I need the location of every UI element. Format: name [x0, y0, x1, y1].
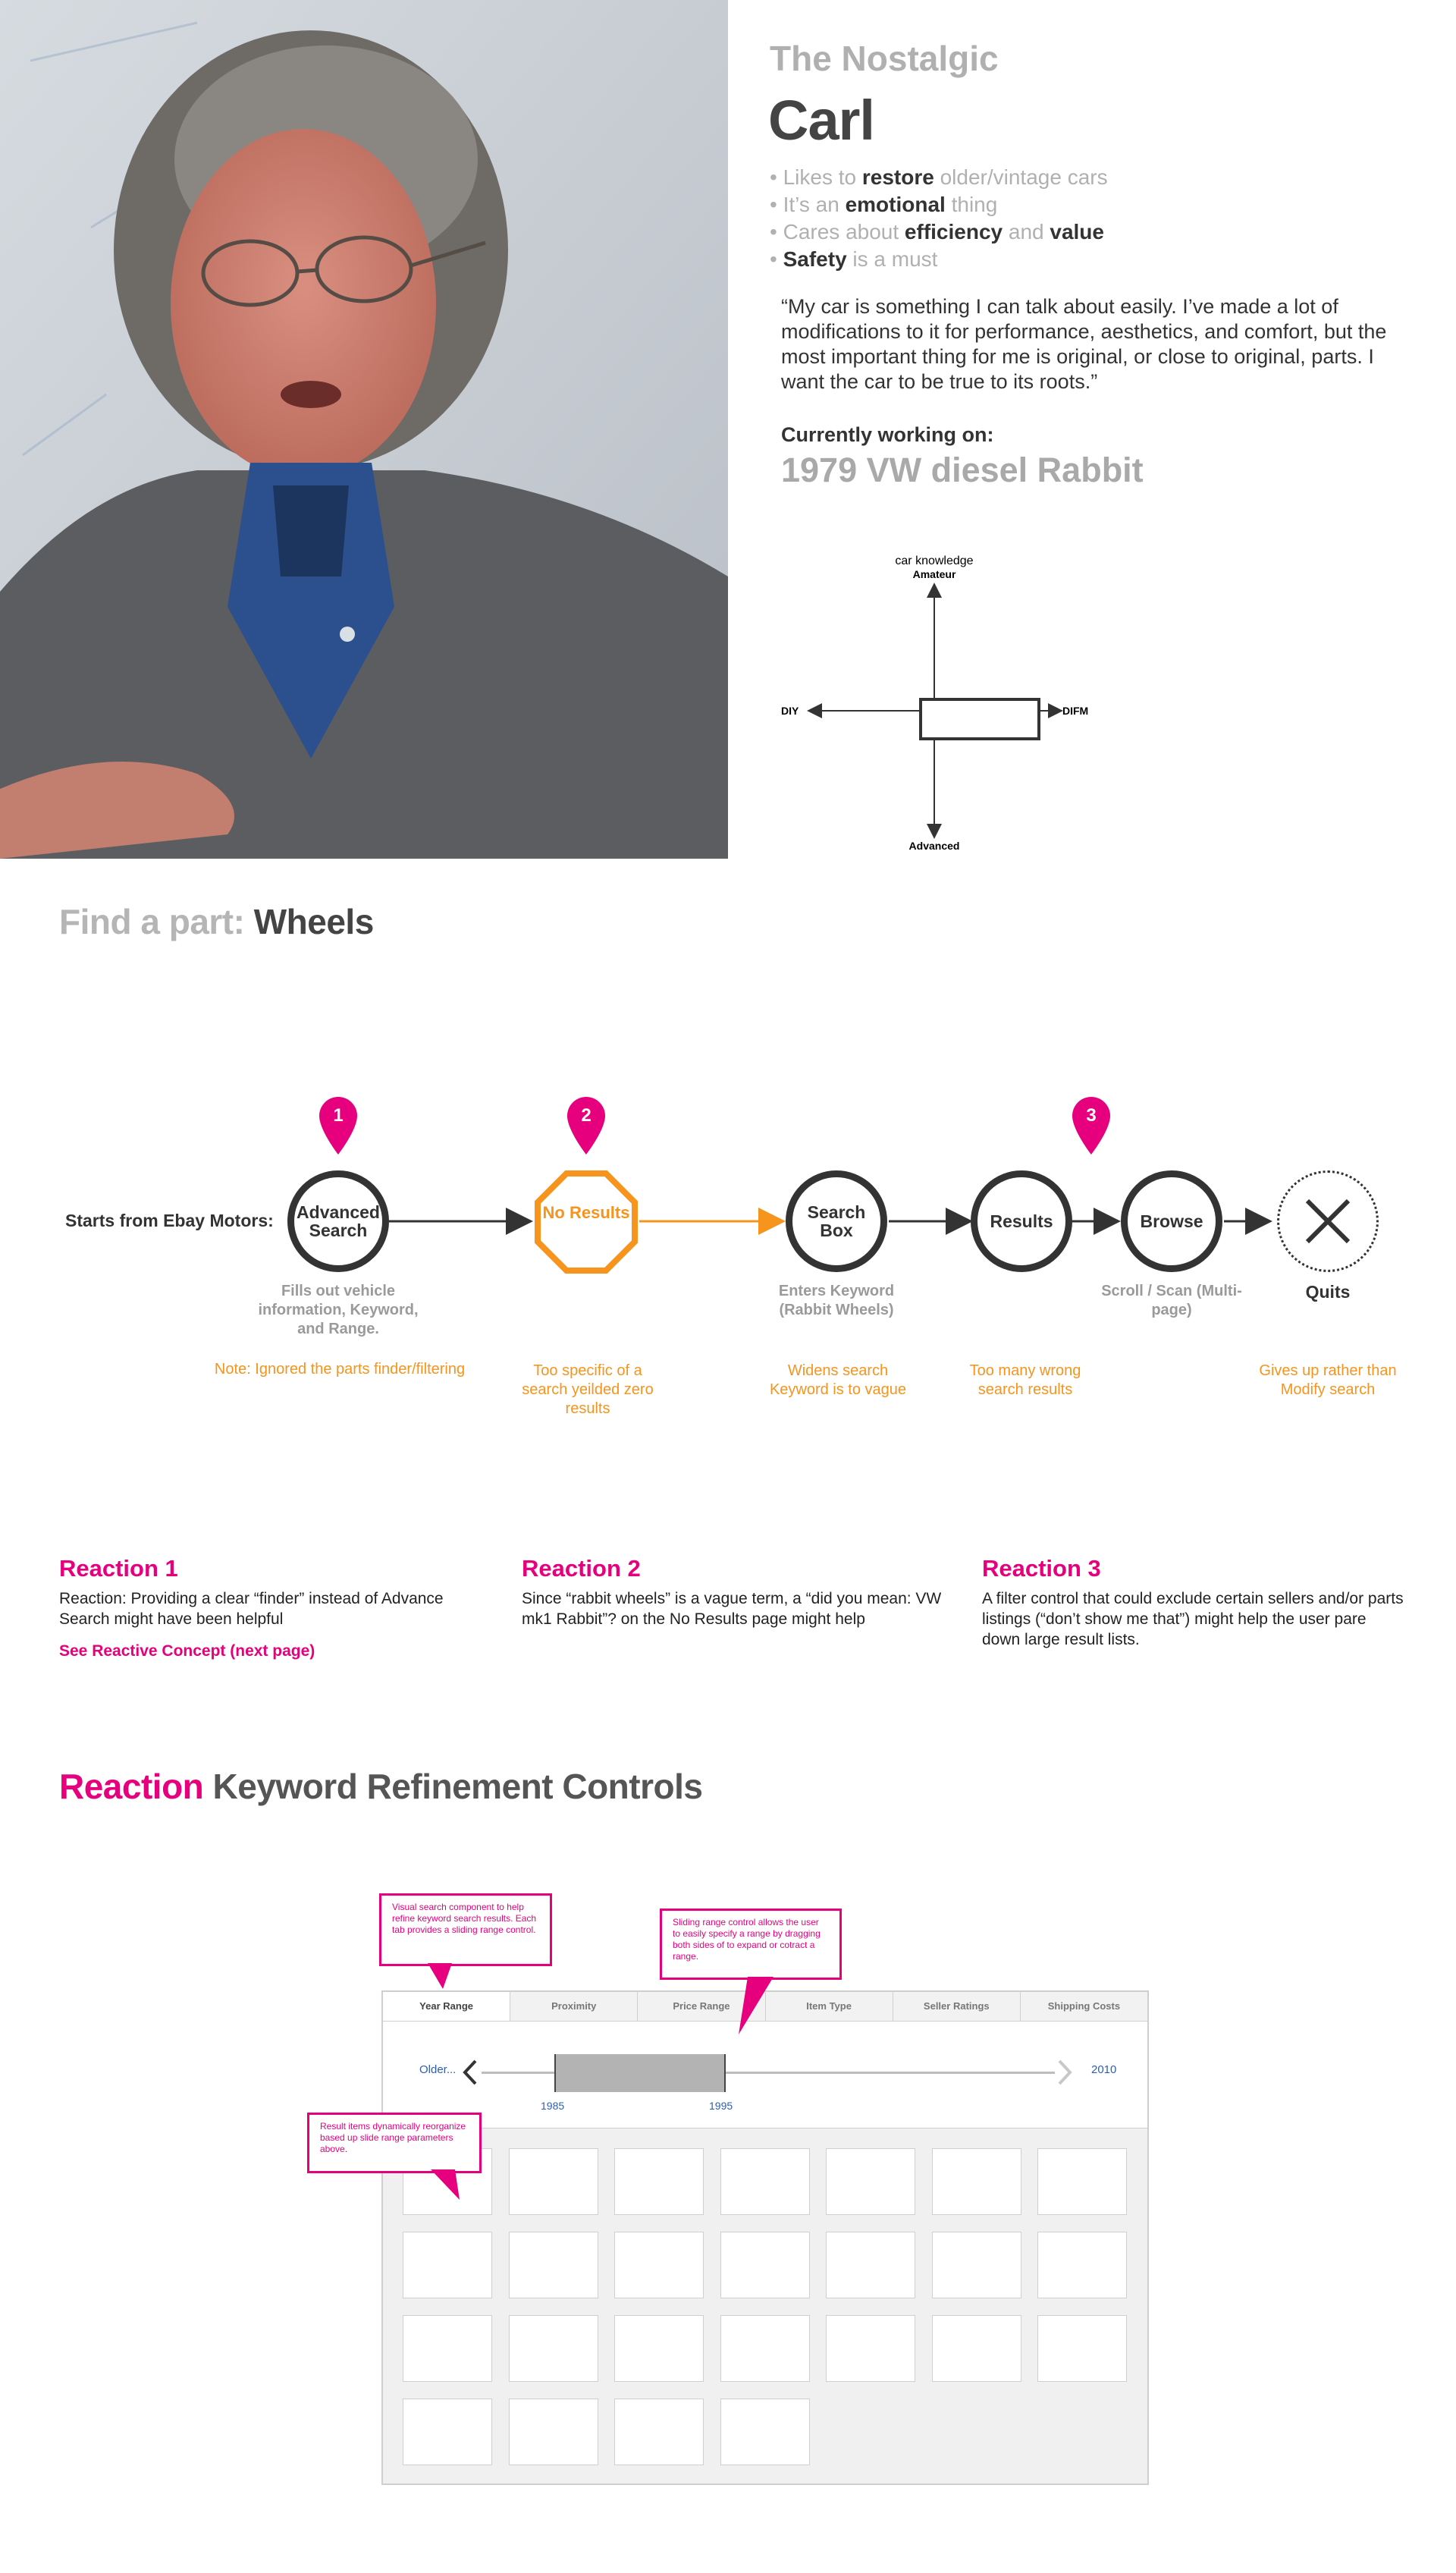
pain-point: Gives up rather than Modify search [1259, 1362, 1397, 1398]
result-card[interactable] [1037, 2315, 1127, 2382]
reactive-concept-link[interactable]: See Reactive Concept (next page) [59, 1642, 315, 1660]
tab-item-type[interactable]: Item Type [766, 1992, 893, 2021]
working-on-value: 1979 VW diesel Rabbit [781, 451, 1144, 489]
slider-low-value: 1985 [541, 2100, 565, 2112]
pain-point: Note: Ignored the parts finder/filtering [214, 1361, 466, 1378]
node-caption-quits: Quits [1305, 1282, 1351, 1302]
result-card[interactable] [403, 2232, 492, 2298]
persona-traits [770, 164, 1108, 273]
result-card[interactable] [932, 2315, 1021, 2382]
reaction-1-title: Reaction 1 [59, 1555, 178, 1582]
flow-title [59, 901, 374, 942]
year-range-slider [383, 2022, 1147, 2128]
results-grid [383, 2128, 1147, 2483]
result-card[interactable] [1037, 2148, 1127, 2215]
pin-number: 1 [333, 1105, 344, 1126]
result-card[interactable] [614, 2315, 704, 2382]
callout-pointer [426, 1963, 453, 1990]
pin-number: 2 [581, 1105, 592, 1126]
working-on-label: Currently working on: [781, 423, 994, 446]
close-icon [1301, 1195, 1354, 1248]
car-knowledge-axis [774, 546, 1138, 865]
trait-item: • Safety is a must [770, 246, 1108, 273]
callout-result-items: Result items dynamically reorganize based up slide range parameters above. [307, 2113, 482, 2173]
callout-visual-search: Visual search component to help refine keyword search results. Each tab provides a sliding range control. [379, 1893, 552, 1966]
tab-seller-ratings[interactable]: Seller Ratings [893, 1992, 1021, 2021]
callout-pointer [736, 1977, 775, 2036]
persona-name: Carl [768, 89, 874, 152]
node-caption-advanced-search: Fills out vehicle information, Keyword, and Range. [258, 1283, 419, 1337]
tab-proximity[interactable]: Proximity [510, 1992, 638, 2021]
flow-node-no-results [533, 1169, 639, 1275]
callout-pointer [431, 2169, 461, 2201]
result-card[interactable] [403, 2315, 492, 2382]
persona-photo [0, 0, 728, 859]
result-card[interactable] [403, 2399, 492, 2465]
result-card[interactable] [509, 2399, 598, 2465]
concept-title-accent: Reaction [59, 1767, 204, 1806]
axis-left-label: DIY [781, 705, 799, 717]
result-card[interactable] [720, 2399, 810, 2465]
refinement-mockup [381, 1990, 1149, 2485]
tab-shipping-costs[interactable]: Shipping Costs [1047, 2000, 1121, 2012]
slider-max-label: 2010 [1091, 2063, 1117, 2076]
pain-point: Widens search Keyword is to vague [769, 1362, 907, 1398]
result-card[interactable] [826, 2315, 915, 2382]
axis-right-label: DIFM [1062, 705, 1089, 717]
flow-start-label: Starts from Ebay Motors: [65, 1211, 274, 1230]
result-card[interactable] [614, 2148, 704, 2215]
result-card[interactable] [509, 2315, 598, 2382]
slider-min-label[interactable]: Older... [419, 2063, 457, 2076]
result-card[interactable] [826, 2232, 915, 2298]
no-results-label: No Results [542, 1203, 630, 1222]
pain-point: Too specific of a search yeilded zero results [522, 1362, 654, 1417]
result-card[interactable] [720, 2148, 810, 2215]
result-card[interactable] [1037, 2232, 1127, 2298]
result-card[interactable] [932, 2148, 1021, 2215]
flow-node-results: Results [971, 1170, 1072, 1272]
reaction-3-title: Reaction 3 [982, 1555, 1101, 1582]
reaction-1-text: Reaction: Providing a clear “finder” instead of Advance Search might have been helpful [59, 1590, 444, 1628]
result-card[interactable] [614, 2399, 704, 2465]
chevron-right-icon[interactable] [1056, 2059, 1073, 2085]
flow-title-lead: Find a part: [59, 902, 245, 941]
trait-item: • It’s an emotional thing [770, 191, 1108, 218]
flow-connectors [0, 1168, 1456, 1274]
trait-item: • Cares about efficiency and value [770, 218, 1108, 246]
axis-title: car knowledge [895, 554, 974, 567]
tab-price-range[interactable]: Price Range [638, 1992, 765, 2021]
reaction-3-text: A filter control that could exclude certain sellers and/or parts listings (“don’t show me that”) might help the user pare down large result lists. [982, 1590, 1404, 1648]
node-caption-browse: Scroll / Scan (Multi-page) [1101, 1283, 1242, 1318]
flow-node-quits [1277, 1170, 1379, 1272]
result-card[interactable] [614, 2232, 704, 2298]
flow-node-search-box: Search Box [786, 1170, 887, 1272]
result-card[interactable] [826, 2148, 915, 2215]
concept-title-main: Keyword Refinement Controls [212, 1767, 703, 1806]
reaction-2-text: Since “rabbit wheels” is a vague term, a “did you mean: VW mk1 Rabbit”? on the No Results page might help [522, 1590, 942, 1628]
result-card[interactable] [509, 2232, 598, 2298]
axis-bottom-label: Advanced [908, 840, 960, 852]
reaction-2-title: Reaction 2 [522, 1555, 641, 1582]
result-card[interactable] [509, 2148, 598, 2215]
flow-title-main: Wheels [253, 902, 374, 941]
persona-quote: “My car is something I can talk about easily. I’ve made a lot of modifications to it for performance, aesthetics, and comfort, but the most important thing for me is original, or close to original, parts. I want the car to be true to its roots.” [781, 295, 1387, 393]
pin-number: 3 [1086, 1105, 1097, 1126]
result-card[interactable] [720, 2232, 810, 2298]
slider-selected-range[interactable] [554, 2054, 726, 2092]
trait-item: • Likes to restore older/vintage cars [770, 164, 1108, 191]
tab-year-range[interactable]: Year Range [383, 1992, 510, 2021]
persona-position-marker [921, 699, 1039, 739]
pain-point: Too many wrong search results [969, 1362, 1081, 1398]
result-card[interactable] [932, 2232, 1021, 2298]
chevron-left-icon[interactable] [462, 2059, 479, 2085]
result-card[interactable] [720, 2315, 810, 2382]
flow-node-advanced-search: Advanced Search [287, 1170, 389, 1272]
node-caption-search-box: Enters Keyword (Rabbit Wheels) [778, 1283, 895, 1318]
slider-high-value: 1995 [709, 2100, 733, 2112]
persona-subtitle: The Nostalgic [770, 39, 999, 78]
axis-top-label: Amateur [912, 568, 956, 580]
callout-sliding-range: Sliding range control allows the user to easily specify a range by dragging both sides of to expand or cotract a range. [660, 1909, 842, 1980]
concept-title [59, 1766, 702, 1807]
flow-node-browse: Browse [1121, 1170, 1222, 1272]
